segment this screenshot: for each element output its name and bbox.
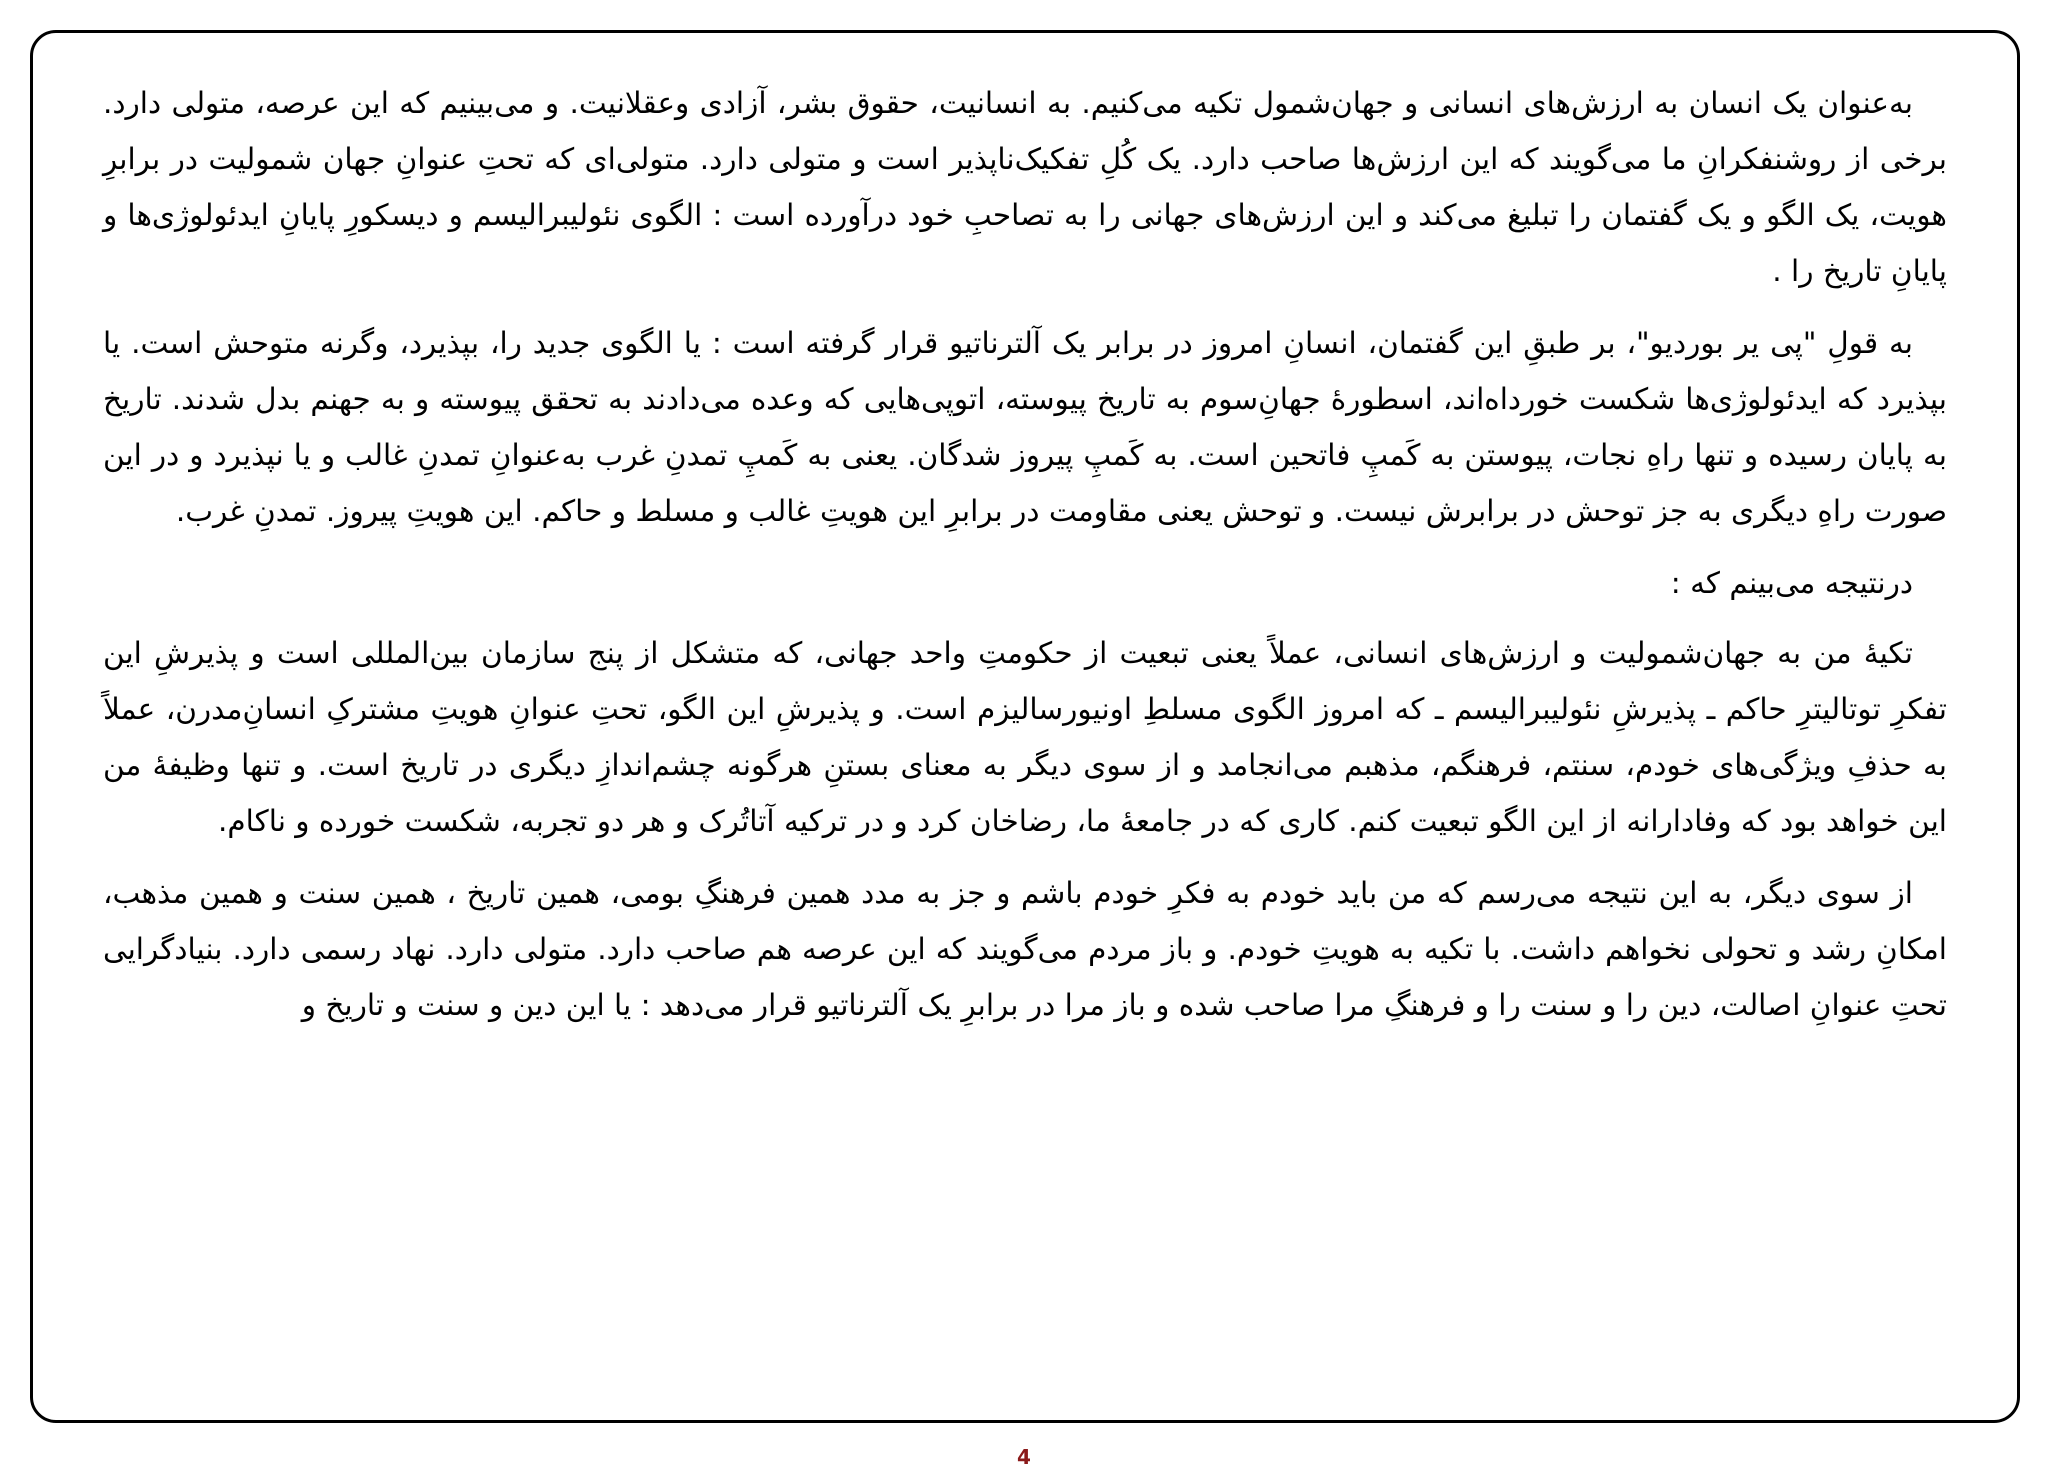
page-number: 4 bbox=[1017, 1445, 1031, 1469]
paragraph-3: درنتیجه می‌بینم که : bbox=[1670, 566, 1913, 600]
paragraph-1: به‌عنوان یک انسان به ارزش‌های انسانی و جهان‌شمول تکیه می‌کنیم. به انسانیت، حقوق بشر، آزادی وعقلانیت. و می‌بینیم که این عرصه، متولی دارد. برخی از روشنفکرانِ ما می‌گویند که این ارزش‌ها صاحب دارد. یک کُلِ تفکیک‌ناپذیر است و متولی دارد. متولی‌ای که تحتِ عنوانِ جهان شمولیت در برابرِ هویت، یک الگو و یک گفتمان را تبلیغ می‌کند و این ارزش‌های جهانی را به تصاحبِ خود درآورده است : الگوی نئولیبرالیسم و دیسکورِ پایانِ ایدئولوژی‌ها و پایانِ تاریخ را . bbox=[103, 86, 1947, 288]
paragraph-4: تکیهٔ من به جهان‌شمولیت و ارزش‌های انسانی، عملاً یعنی تبعیت از حکومتِ واحد جهانی، که متشکل از پنج سازمان بین‌المللی است و پذیرشِ این تفکرِ توتالیترِ حاکم ـ پذیرشِ نئولیبرالیسم ـ که امروز الگوی مسلطِ اونیورسالیزم است. و پذیرشِ این الگو، تحتِ عنوانِ هویتِ مشترکِ انسانِ‌مدرن، عملاً به حذفِ ویژگی‌های خودم، سنتم، فرهنگم، مذهبم می‌انجامد و از سوی دیگر به معنای بستنِ هرگونه چشم‌اندازِ دیگری در تاریخ است. و تنها وظیفهٔ من این خواهد بود که وفادارانه از این الگو تبعیت کنم. کاری که در جامعهٔ ما، رضاخان کرد و در ترکیه آتاتُرک و هر دو تجربه، شکست خورده و ناکام. bbox=[103, 636, 1947, 838]
paragraph-5: از سوی دیگر، به این نتیجه می‌رسم که من باید خودم به فکرِ خودم باشم و جز به مدد همین فرهنگِ بومی، همین تاریخ ، همین سنت و همین مذهب، امکانِ رشد و تحولی نخواهم داشت. با تکیه به هویتِ خودم. و باز مردم می‌گویند که این عرصه هم صاحب دارد. متولی دارد. نهاد رسمی دارد. بنیادگرایی تحتِ عنوانِ اصالت، دین را و سنت را و فرهنگِ مرا صاحب شده و باز مرا در برابرِ یک آلترناتیو قرار می‌دهد : یا این دین و سنت و تاریخ و bbox=[103, 876, 1947, 1022]
paragraph-2: به قولِ "پی یر بوردیو"، بر طبقِ این گفتمان، انسانِ امروز در برابر یک آلترناتیو قرار گرفته است : یا الگوی جدید را، بپذیرد، وگرنه متوحش است. یا بپذیرد که ایدئولوژی‌ها شکست خورداه‌اند، اسطورهٔ جهانِ‌سوم به تاریخ پیوسته، اتوپی‌هایی که وعده می‌دادند به تحقق پیوسته و به جهنم بدل شدند. تاریخ به پایان رسیده و تنها راهِ نجات، پیوستن به کَمپِ فاتحین است. به کَمپِ پیروز شدگان. یعنی به کَمپِ تمدنِ غرب به‌عنوانِ تمدنِ غالب و یا نپذیرد و در این صورت راهِ دیگری به جز توحش در برابرش نیست. و توحش یعنی مقاومت در برابرِ این هویتِ غالب و مسلط و حاکم. این هویتِ پیروز. تمدنِ غرب. bbox=[103, 326, 1947, 528]
page-frame bbox=[30, 30, 2020, 1423]
text-body bbox=[103, 75, 1947, 1390]
